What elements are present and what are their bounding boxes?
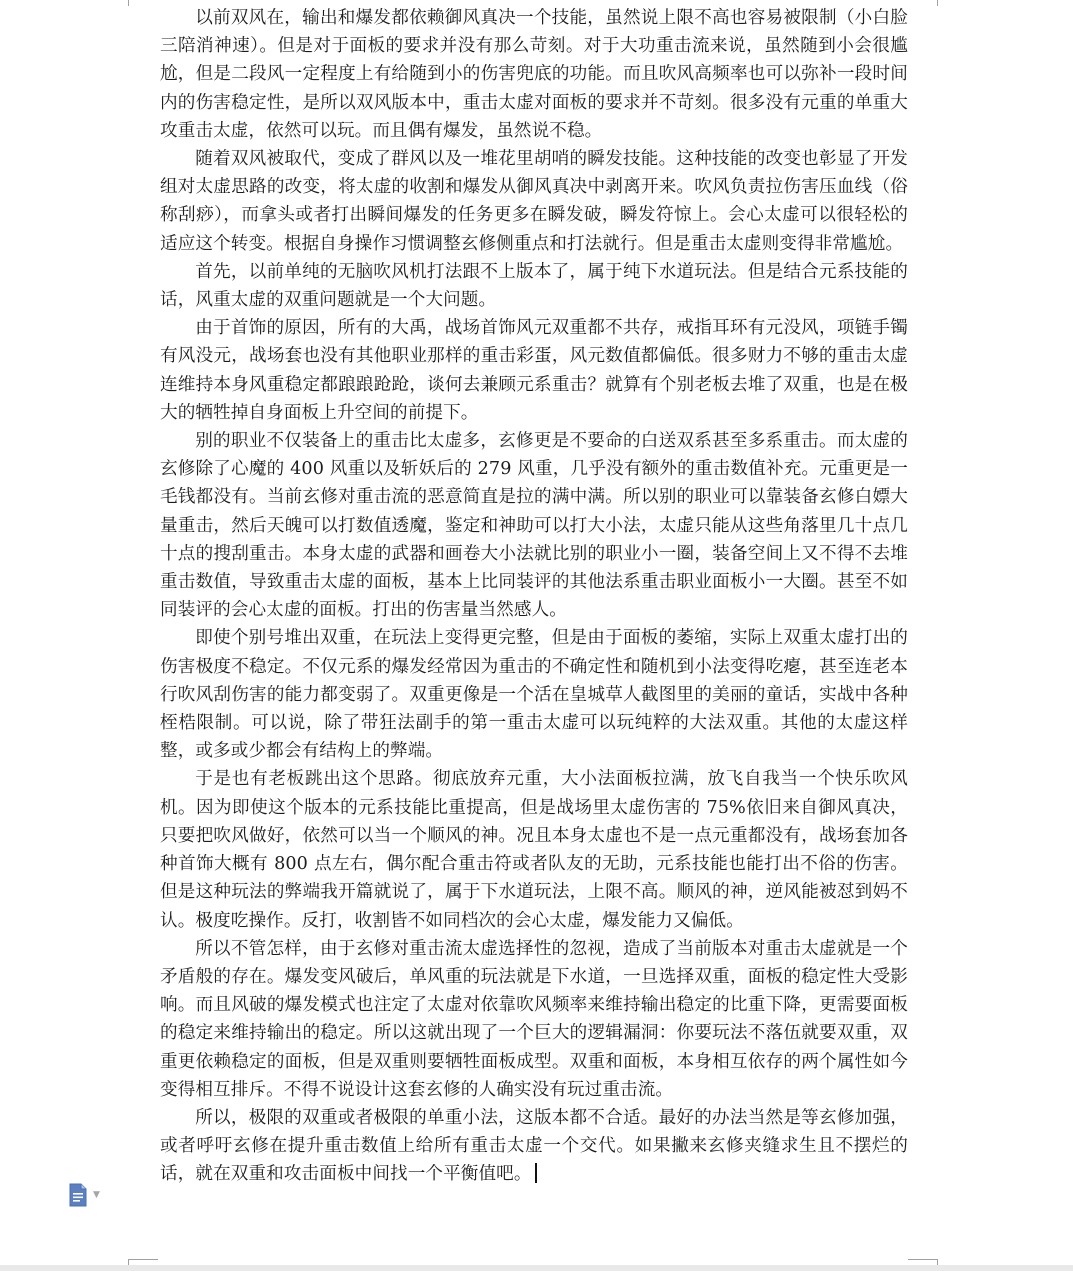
text-cursor [535,1163,537,1183]
paragraph-last [160,1104,908,1189]
document-icon [68,1183,88,1207]
paragraph: 首先，以前单纯的无脑吹风机打法跟不上版本了，属于纯下水道玩法。但是结合元系技能的话，风重太虚的双重问题就是一个大问题。 [160,261,908,311]
paragraph: 即使个别号堆出双重，在玩法上变得更完整，但是由于面板的萎缩，实际上双重太虚打出的伤害极度不稳定。不仅元系的爆发经常因为重击的不确定性和随机到小法变得吃瘪，甚至连老本行吹风刮伤害的能力都变弱了。双重更像是一个活在皇城草人截图里的美丽的童话，实战中各种桎梏限制。可以说，除了带狂法副手的第一重击太虚可以玩纯粹的大法双重。其他的太虚这样整，或多或少都会有结构上的弊端。 [160,628,908,762]
paragraph: 别的职业不仅装备上的重击比太虚多，玄修更是不要命的白送双系甚至多系重击。而太虚的玄修除了心魔的 400 风重以及斩妖后的 279 风重，几乎没有额外的重击数值补充。元重更是一毛钱都没有。当前玄修对重击流的恶意简直是拉的满中满。所以别的职业可以靠装备玄修白嫖大量重击，然后天魄可以打数值透魔，鉴定和神助可以打大小法，太虚只能从这些角落里几十点几十点的搜刮重击。本身太虚的武器和画卷大小法就比别的职业小一圈，装备空间上又不得不去堆重击数值，导致重击太虚的面板，基本上比同装评的其他法系重击职业面板小一大圈。甚至不如同装评的会心太虚的面板。打出的伤害量当然感人。 [160,431,908,621]
paragraph: 所以不管怎样，由于玄修对重击流太虚选择性的忽视，造成了当前版本对重击太虚就是一个矛盾般的存在。爆发变风破后，单风重的玩法就是下水道，一旦选择双重，面板的稳定性大受影响。而且风破的爆发模式也注定了太虚对依靠吹风频率来维持输出稳定的比重下降，更需要面板的稳定来维持输出的稳定。所以这就出现了一个巨大的逻辑漏洞：你要玩法不落伍就要双重，双重更依赖稳定的面板，但是双重则要牺牲面板成型。双重和面板，本身相互依存的两个属性如今变得相互排斥。不得不说设计这套玄修的人确实没有玩过重击流。 [160,938,908,1100]
margin-mark [937,0,938,6]
paragraph: 随着双风被取代，变成了群风以及一堆花里胡哨的瞬发技能。这种技能的改变也彰显了开发组对太虚思路的改变，将太虚的收割和爆发从御风真决中剥离开来。吹风负责拉伤害压血线（俗称刮痧），而拿头或者打出瞬间爆发的任务更多在瞬发破，瞬发符惊上。会心太虚可以很轻松的适应这个转变。根据自身操作习惯调整玄修侧重点和打法就行。但是重击太虚则变得非常尴尬。 [160,149,908,254]
paragraph-options-button[interactable] [68,1183,100,1207]
margin-mark [908,1259,938,1260]
margin-mark [128,1259,158,1260]
paragraph-text: 所以，极限的双重或者极限的单重小法，这版本都不合适。最好的办法当然是等玄修加强，或者呼吁玄修在提升重击数值上给所有重击太虚一个交代。如果撇来玄修夹缝求生且不摆烂的话，就在双重和攻击面板中间找一个平衡值吧。 [160,1107,908,1185]
margin-mark [128,0,129,6]
paragraph: 以前双风在，输出和爆发都依赖御风真决一个技能，虽然说上限不高也容易被限制（小白脸三陪消神速）。但是对于面板的要求并没有那么苛刻。对于大功重击流来说，虽然随到小会很尴尬，但是二段风一定程度上有给随到小的伤害兜底的功能。而且吹风高频率也可以弥补一段时间内的伤害稳定性，是所以双风版本中，重击太虚对面板的要求并不苛刻。很多没有元重的单重大攻重击太虚，依然可以玩。而且偶有爆发，虽然说不稳。 [160,8,908,141]
page-gap [0,1265,1073,1271]
paragraph: 由于首饰的原因，所有的大禹，战场首饰风元双重都不共存，戒指耳环有元没风，项链手镯有风没元，战场套也没有其他职业那样的重击彩蛋，风元数值都偏低。很多财力不够的重击太虚连维持本身风重稳定都踉踉跄跄，谈何去兼顾元系重击？就算有个别老板去堆了双重，也是在极大的牺牲掉自身面板上升空间的前提下。 [160,318,908,423]
paragraph: 于是也有老板跳出这个思路。彻底放弃元重，大小法面板拉满，放飞自我当一个快乐吹风机。因为即使这个版本的元系技能比重提高，但是战场里太虚伤害的 75%依旧来自御风真决，只要把吹风做好，依然可以当一个顺风的神。况且本身太虚也不是一点元重都没有，战场套加各种首饰大概有 800 点左右，偶尔配合重击符或者队友的无助，元系技能也能打出不俗的伤害。但是这种玩法的弊端我开篇就说了，属于下水道玩法，上限不高。顺风的神，逆风能被怼到妈不认。极度吃操作。反打，收割皆不如同档次的会心太虚，爆发能力又偏低。 [160,769,908,931]
chevron-down-icon: ▼ [93,1190,100,1200]
document-body[interactable] [160,4,908,1189]
